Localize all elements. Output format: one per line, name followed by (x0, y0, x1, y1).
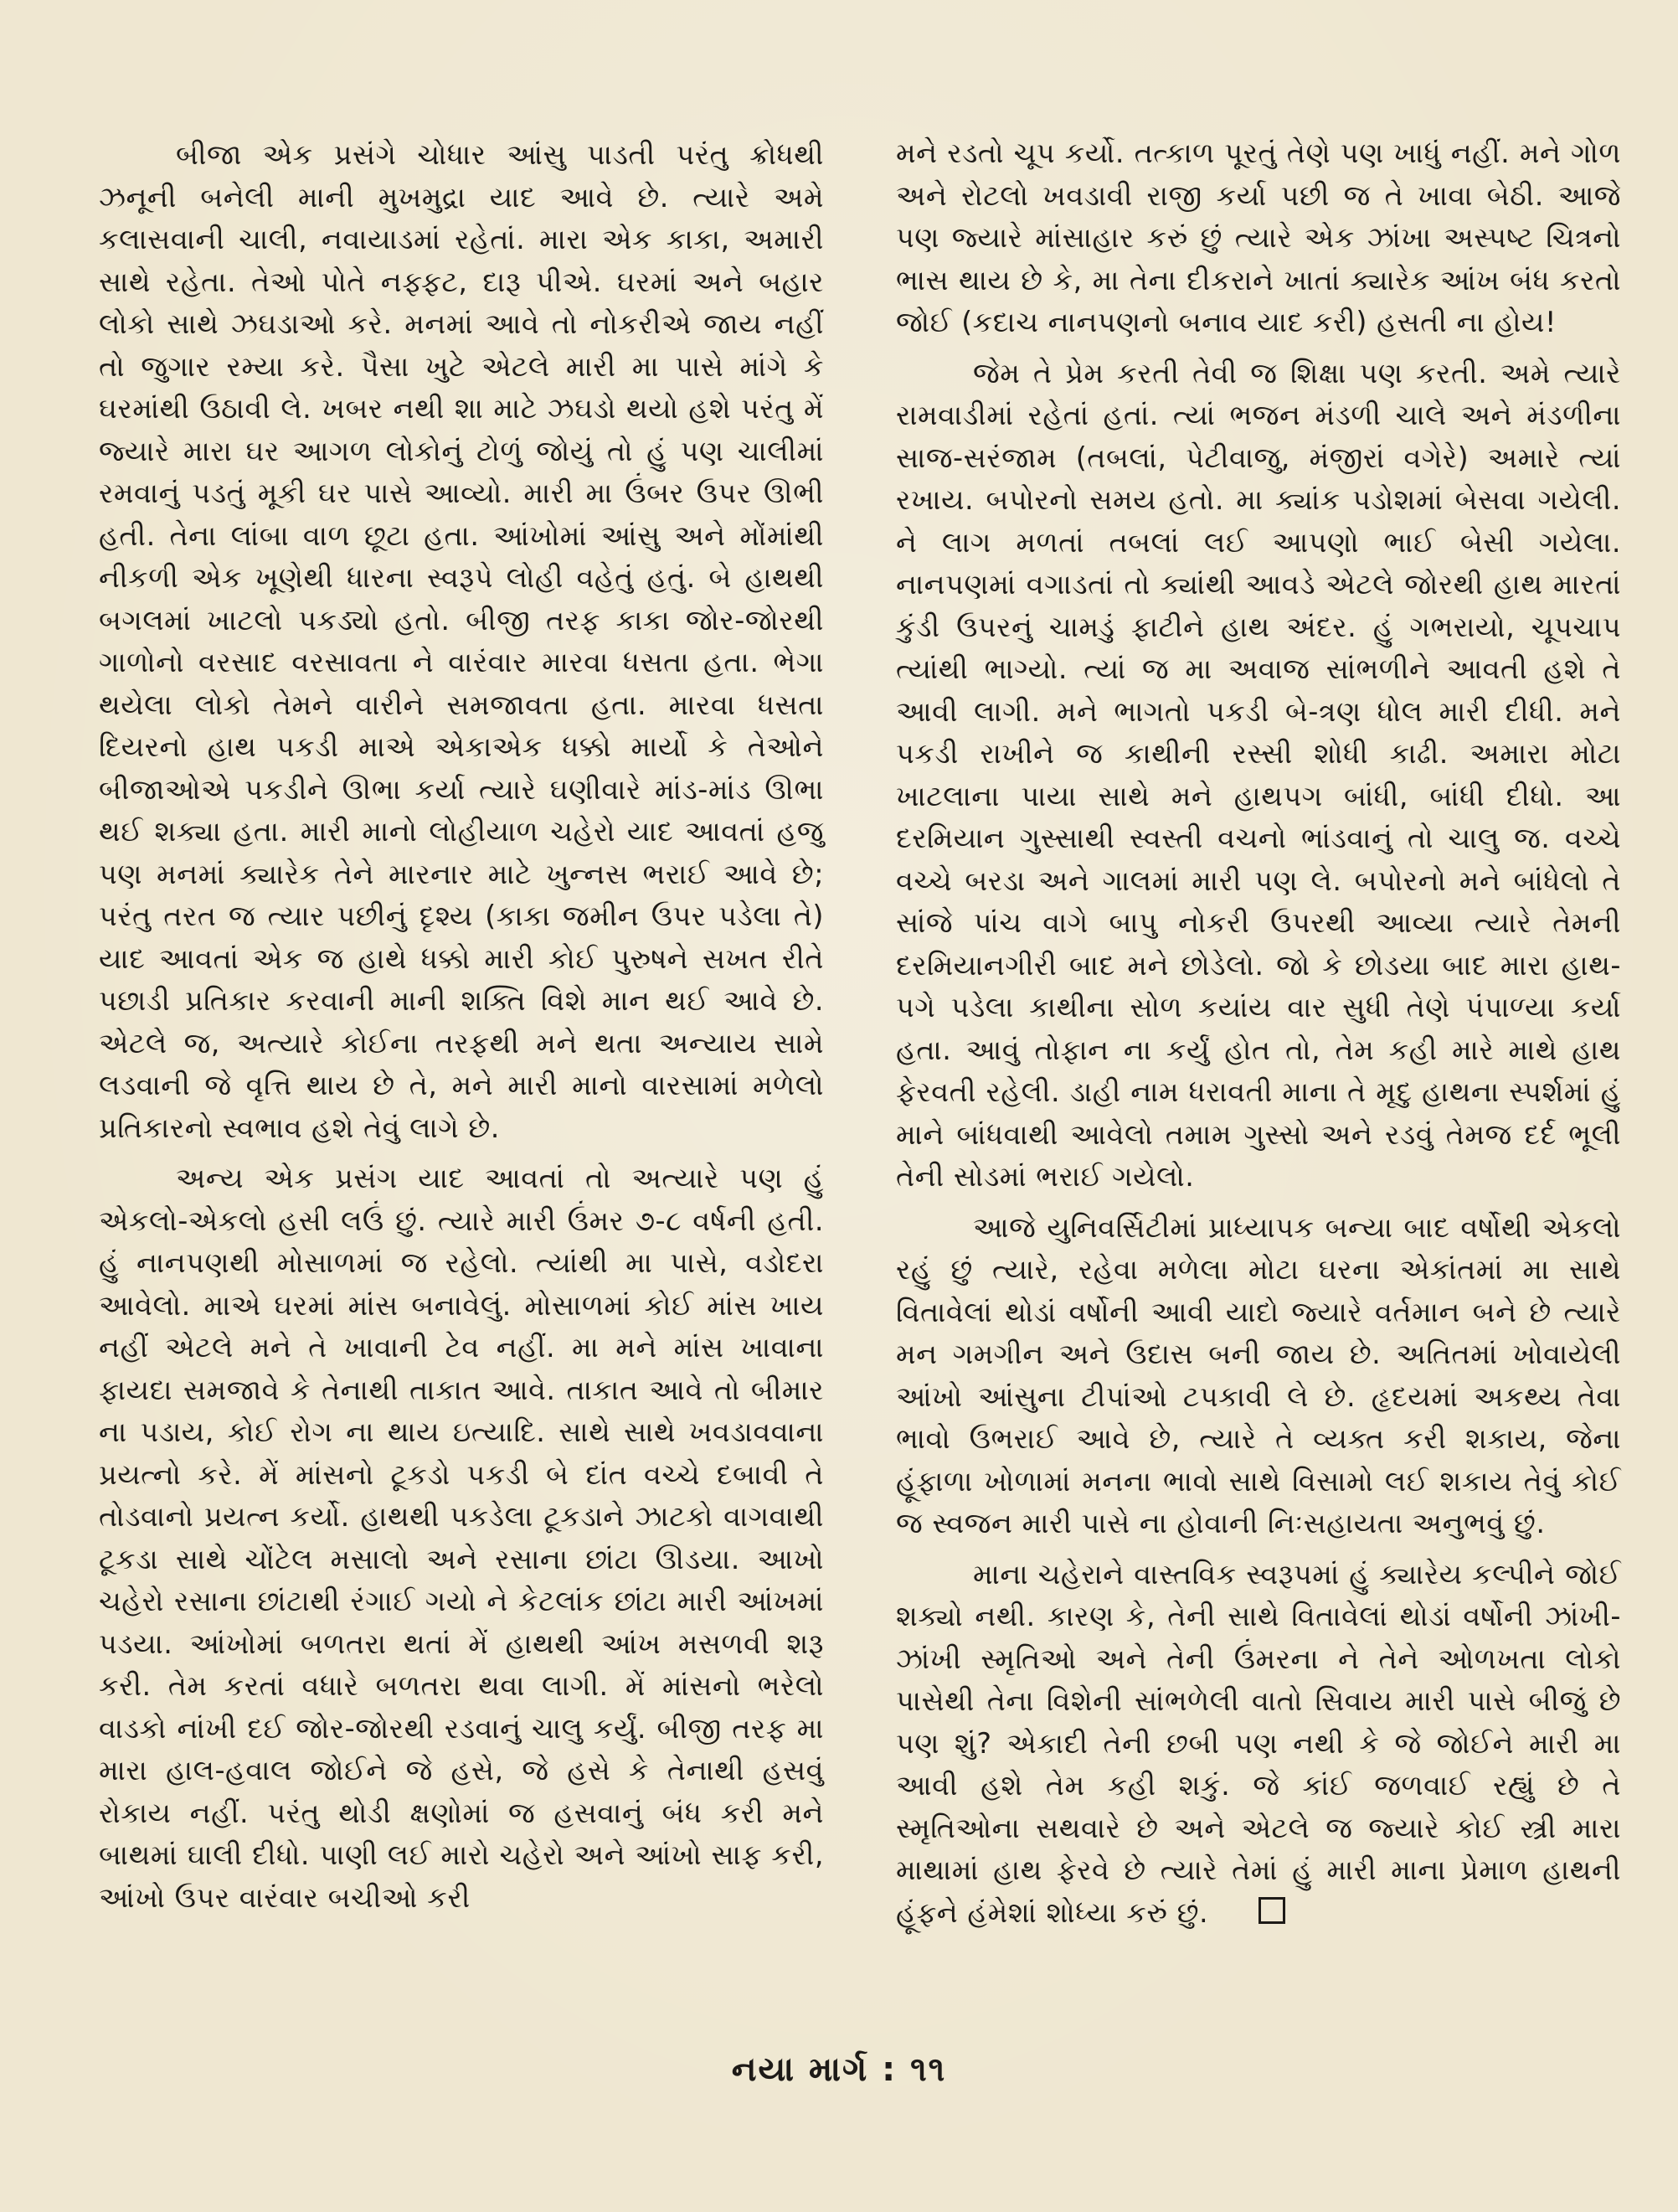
paragraph: બીજા એક પ્રસંગે ચોધાર આંસુ પાડતી પરંતુ ક્રોધથી ઝનૂની બનેલી માની મુખમુદ્રા યાદ આવે છે. ત્યારે અમે કલાસવાની ચાલી, નવાયાડમાં રહેતાં. મારા એક કાકા, અમારી સાથે રહેતા. તેઓ પોતે નફ્ફટ, દારૂ પીએ. ઘરમાં અને બહાર લોકો સાથે ઝઘડાઓ કરે. મનમાં આવે તો નોકરીએ જાય નહીં તો જુગાર રમ્યા કરે. પૈસા ખુટે એટલે મારી મા પાસે માંગે કે ઘરમાંથી ઉઠાવી લે. ખબર નથી શા માટે ઝઘડો થયો હશે પરંતુ મેં જ્યારે મારા ઘર આગળ લોકોનું ટોળું જોયું તો હું પણ ચાલીમાં રમવાનું પડતું મૂકી ઘર પાસે આવ્યો. મારી મા ઉંબર ઉપર ઊભી હતી. તેના લાંબા વાળ છૂટા હતા. આંખોમાં આંસુ અને મોંમાંથી નીકળી એક ખૂણેથી ધારના સ્વરૂપે લોહી વહેતું હતું. બે હાથથી બગલમાં ખાટલો પકડ્યો હતો. બીજી તરફ કાકા જોર-જોરથી ગાળોનો વરસાદ વરસાવતા ને વારંવાર મારવા ધસતા હતા. ભેગા થયેલા લોકો તેમને વારીને સમજાવતા હતા. મારવા ધસતા દિયરનો હાથ પકડી માએ એકાએક ધક્કો માર્યો કે તેઓને બીજાઓએ પકડીને ઊભા કર્યા ત્યારે ઘણીવારે માંડ-માંડ ઊભા થઈ શક્યા હતા. મારી માનો લોહીયાળ ચહેરો યાદ આવતાં હજુ પણ મનમાં ક્યારેક તેને મારનાર માટે ખુન્નસ ભરાઈ આવે છે; પરંતુ તરત જ ત્યાર પછીનું દૃશ્ય (કાકા જમીન ઉપર પડેલા તે) યાદ આવતાં એક જ હાથે ધક્કો મારી કોઈ પુરુષને સખત રીતે પછાડી પ્રતિકાર કરવાની માની શક્તિ વિશે માન થઈ આવે છે. એટલે જ, અત્યારે કોઈના તરફથી મને થતા અન્યાય સામે લડવાની જે વૃત્તિ થાય છે તે, મને મારી માનો વારસામાં મળેલો પ્રતિકારનો સ્વભાવ હશે તેવું લાગે છે. (99, 138, 824, 1144)
paragraph-continued: મને રડતો ચૂપ કર્યો. તત્કાળ પૂરતું તેણે પણ ખાધું નહીં. મને ગોળ અને રોટલો ખવડાવી રાજી કર્યા પછી જ તે ખાવા બેઠી. આજે પણ જ્યારે માંસાહાર કરું છું ત્યારે એક ઝાંખા અસ્પષ્ટ ચિત્રનો ભાસ થાય છે કે, મા તેના દીકરાને ખાતાં ક્યારેક આંખ બંધ કરતો જોઈ (કદાચ નાનપણનો બનાવ યાદ કરી) હસતી ના હોય! (896, 137, 1621, 338)
left-text-column (99, 134, 824, 1919)
paragraph: આજે યુનિવર્સિટીમાં પ્રાધ્યાપક બન્યા બાદ વર્ષોથી એકલો રહું છું ત્યારે, રહેવા મળેલા મોટા ઘરના એકાંતમાં મા સાથે વિતાવેલાં થોડાં વર્ષોની આવી યાદો જ્યારે વર્તમાન બને છે ત્યારે મન ગમગીન અને ઉદાસ બની જાય છે. અતિતમાં ખોવાયેલી આંખો આંસુના ટીપાંઓ ટપકાવી લે છે. હૃદયમાં અકથ્ય તેવા ભાવો ઉભરાઈ આવે છે, ત્યારે તે વ્યક્ત કરી શકાય, જેના હૂંફાળા ખોળામાં મનના ભાવો સાથે વિસામો લઈ શકાય તેવું કોઈ જ સ્વજન મારી પાસે ના હોવાની નિઃસહાયતા અનુભવું છું. (896, 1210, 1621, 1539)
paragraph-text: માના ચહેરાને વાસ્તવિક સ્વરૂપમાં હું ક્યારેય કલ્પીને જોઈ શક્યો નથી. કારણ કે, તેની સાથે વિતાવેલાં થોડાં વર્ષોની ઝાંખી-ઝાંખી સ્મૃતિઓ અને તેની ઉંમરના ને તેને ઓળખતા લોકો પાસેથી તેના વિશેની સાંભળેલી વાતો સિવાય મારી પાસે બીજું છે પણ શું? એકાદી તેની છબી પણ નથી કે જે જોઈને મારી મા આવી હશે તેમ કહી શકું. જે કાંઈ જળવાઈ રહ્યું છે તે સ્મૃતિઓના સથવારે છે અને એટલે જ જ્યારે કોઈ સ્ત્રી મારા માથામાં હાથ ફેરવે છે ત્યારે તેમાં હું મારી માના પ્રેમાળ હાથની હૂંફને હંમેશાં શોધ્યા કરું છું. (896, 1557, 1621, 1929)
paragraph-last (896, 1554, 1621, 1935)
right-text-column (896, 132, 1621, 1934)
paragraph: જેમ તે પ્રેમ કરતી તેવી જ શિક્ષા પણ કરતી. અમે ત્યારે રામવાડીમાં રહેતાં હતાં. ત્યાં ભજન મંડળી ચાલે અને મંડળીના સાજ-સરંજામ (તબલાં, પેટીવાજુ, મંજીરાં વગેરે) અમારે ત્યાં રખાય. બપોરનો સમય હતો. મા ક્યાંક પડોશમાં બેસવા ગયેલી. ને લાગ મળતાં તબલાં લઈ આપણો ભાઈ બેસી ગયેલા. નાનપણમાં વગાડતાં તો ક્યાંથી આવડે એટલે જોરથી હાથ મારતાં કુંડી ઉપરનું ચામડું ફાટીને હાથ અંદર. હું ગભરાયો, ચૂપચાપ ત્યાંથી ભાગ્યો. ત્યાં જ મા અવાજ સાંભળીને આવતી હશે તે આવી લાગી. મને ભાગતો પકડી બે-ત્રણ ધોલ મારી દીધી. મને પકડી રાખીને જ કાથીની રસ્સી શોધી કાઢી. અમારા મોટા ખાટલાના પાયા સાથે મને હાથપગ બાંધી, બાંધી દીધો. આ દરમિયાન ગુસ્સાથી સ્વસ્તી વચનો ભાંડવાનું તો ચાલુ જ. વચ્ચે વચ્ચે બરડા અને ગાલમાં મારી પણ લે. બપોરનો મને બાંધેલો તે સાંજે પાંચ વાગે બાપુ નોકરી ઉપરથી આવ્યા ત્યારે તેમની દરમિયાનગીરી બાદ મને છોડેલો. જો કે છોડયા બાદ મારા હાથ-પગે પડેલા કાથીના સોળ કયાંય વાર સુધી તેણે પંપાળ્યા કર્યા હતા. આવું તોફાન ના કર્યું હોત તો, તેમ કહી મારે માથે હાથ ફેરવતી રહેલી. ડાહી નામ ધરાવતી માના તે મૃદુ હાથના સ્પર્શમાં હું માને બાંધવાથી આવેલો તમામ ગુસ્સો અને રડવું તેમજ દર્દ ભૂલી તેની સોડમાં ભરાઈ ગયેલો. (896, 356, 1621, 1193)
end-of-article-box-icon (1258, 1897, 1285, 1924)
page-footer: નયા માર્ગ : ૧૧ (731, 2050, 947, 2089)
paragraph: અન્ય એક પ્રસંગ યાદ આવતાં તો અત્યારે પણ હું એકલો-એકલો હસી લઉં છું. ત્યારે મારી ઉંમર ૭-૮ વર્ષની હતી. હું નાનપણથી મોસાળમાં જ રહેલો. ત્યાંથી મા પાસે, વડોદરા આવેલો. માએ ઘરમાં માંસ બનાવેલું. મોસાળમાં કોઈ માંસ ખાય નહીં એટલે મને તે ખાવાની ટેવ નહીં. મા મને માંસ ખાવાના ફાયદા સમજાવે કે તેનાથી તાકાત આવે. તાકાત આવે તો બીમાર ના પડાય, કોઈ રોગ ના થાય ઇત્યાદિ. સાથે સાથે ખવડાવવાના પ્રયત્નો કરે. મેં માંસનો ટૂકડો પકડી બે દાંત વચ્ચે દબાવી તે તોડવાનો પ્રયત્ન કર્યો. હાથથી પકડેલા ટૂકડાને ઝાટકો વાગવાથી ટૂકડા સાથે ચોંટેલ મસાલો અને રસાના છાંટા ઊડયા. આખો ચહેરો રસાના છાંટાથી રંગાઈ ગયો ને કેટલાંક છાંટા મારી આંખમાં પડયા. આંખોમાં બળતરા થતાં મેં હાથથી આંખ મસળવી શરૂ કરી. તેમ કરતાં વધારે બળતરા થવા લાગી. મેં માંસનો ભરેલો વાડકો નાંખી દઈ જોર-જોરથી રડવાનું ચાલુ કર્યું. બીજી તરફ મા મારા હાલ-હવાલ જોઈને જે હસે, જે હસે કે તેનાથી હસવું રોકાય નહીં. પરંતુ થોડી ક્ષણોમાં જ હસવાનું બંધ કરી મને બાથમાં ઘાલી દીધો. પાણી લઈ મારો ચહેરો અને આંખો સાફ કરી, આંખો ઉપર વારંવાર બચીઓ કરી (99, 1162, 824, 1914)
